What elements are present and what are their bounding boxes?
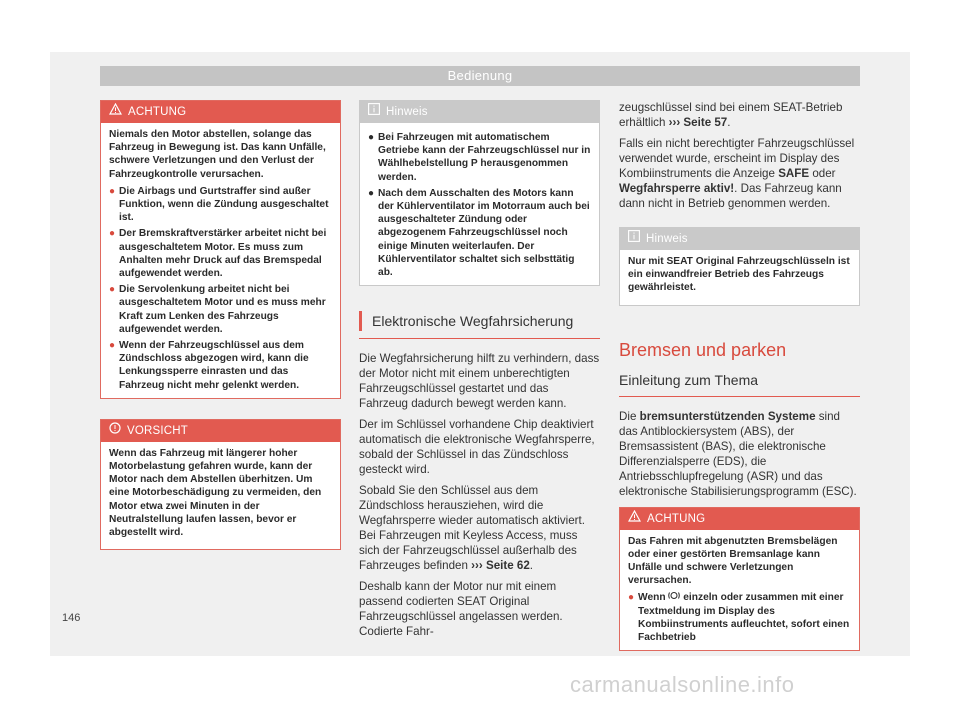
note-body <box>620 250 859 305</box>
warning-triangle-icon <box>109 101 122 123</box>
warning-bullet: ● Wenn einzeln oder zusammen mit einer Textmeldung im Display des Kombiinstruments aufleuchtet, sofort einen Fachbetrieb <box>628 592 850 644</box>
caution-box <box>100 419 341 550</box>
section-divider <box>359 338 600 339</box>
paragraph: Falls ein nicht berechtigter Fahrzeugschlüssel verwendet wurde, erscheint im Display des Kombiinstruments die Anzeige SAFE oder Wegfahrsperre aktiv!. Das Fahrzeug kann dann nicht in Betrieb genommen werden. <box>619 137 855 210</box>
warning-bullet: ● Die Servolenkung arbeitet nicht bei ausgeschaltetem Motor und es muss mehr Kraft zum Lenken des Fahrzeugs aufgewendet werden. <box>109 284 326 335</box>
paragraph: Die Wegfahrsicherung hilft zu verhindern, dass der Motor nicht mit einem unberechtigten Fahrzeugschlüssel gestartet und das Fahrzeug dadurch bewegt werden kann. <box>359 352 600 411</box>
chapter-title: Bremsen und parken <box>619 339 787 360</box>
warning-intro: Das Fahren mit abgenutzten Bremsbelägen oder einer gestörten Bremsanlage kann Unfälle und schwere Verletzungen verursachen. <box>628 535 838 587</box>
paragraph: Deshalb kann der Motor nur mit einem passend codierten SEAT Original Fahrzeugschlüssel angelassen werden. Codierte Fahr- <box>359 580 563 639</box>
column-right <box>619 100 860 651</box>
info-icon <box>368 101 380 123</box>
page-reference-link[interactable]: ››› Seite 62 <box>471 559 530 573</box>
page-reference-link[interactable]: ››› Seite 57 <box>668 116 728 129</box>
caution-label: VORSICHT <box>127 424 189 437</box>
subsection-heading <box>619 372 860 388</box>
column-middle <box>359 100 600 645</box>
note-bullet: ● Bei Fahrzeugen mit automatischem Getriebe kann der Fahrzeugschlüssel nur in Wählhebelstellung P herausgenommen werden. <box>368 132 591 183</box>
section-heading <box>359 311 600 331</box>
warning-body <box>620 530 859 651</box>
section-body <box>359 351 600 639</box>
warning-bullet: ● Die Airbags und Gurtstraffer sind außer Funktion, wenn die Zündung ausgeschaltet ist. <box>109 185 329 224</box>
warning-box <box>100 100 341 399</box>
caution-body <box>101 442 340 549</box>
subsection-divider <box>619 396 860 397</box>
note-header <box>360 101 599 123</box>
warning-triangle-icon <box>628 508 641 530</box>
warning-intro: Niemals den Motor abstellen, solange das Fahrzeug in Bewegung ist. Das kann Unfälle, schwere Verletzungen und den Verlust der Fahrzeugkontrolle verursachen. <box>109 129 326 180</box>
subsection-title: Einleitung zum Thema <box>619 371 759 388</box>
brake-warning-icon <box>668 592 680 603</box>
column-left <box>100 100 341 550</box>
section-accent-bar <box>359 311 362 331</box>
warning-label: ACHTUNG <box>647 512 706 525</box>
caution-text: Wenn das Fahrzeug mit längerer hoher Motorbelastung gefahren wurde, kann der Motor nach dem Abstellen überhitzen. Um eine Motorbeschädigung zu vermeiden, den Motor etwa zwei Minuten in der Neutralstellung laufen lassen, bevor er abgestellt wird. <box>109 447 322 539</box>
note-box <box>359 100 600 286</box>
display-text-immobilizer: Wegfahrsperre aktiv! <box>619 182 735 195</box>
warning-header <box>101 101 340 123</box>
section-title: Elektronische Wegfahrsicherung <box>372 313 574 330</box>
paragraph: zeugschlüssel sind bei einem SEAT-Betrieb erhältlich ››› Seite 57. <box>619 101 843 129</box>
continued-body <box>619 100 860 211</box>
info-icon <box>628 228 640 250</box>
paragraph: Sobald Sie den Schlüssel aus dem Zündschloss herausziehen, wird die Wegfahrsperre wieder automatisch aktiviert. Bei Fahrzeugen mit Keyless Access, muss sich der Fahrzeugschlüssel außerhalb des Fahrzeuges befinden ››› Seite 62. <box>359 484 585 573</box>
paragraph: Die bremsunterstützenden Systeme sind das Antiblockiersystem (ABS), der Bremsassistent (BAS), die elektronische Differenzialsperre (EDS), die Antriebsschlupfregelung (ASR) und das elektronische Stabilisierungsprogramm (ESC). <box>619 409 857 498</box>
warning-box <box>619 507 860 652</box>
paragraph: Der im Schlüssel vorhandene Chip deaktiviert automatisch die elektronische Wegfahrsperre, sobald der Schlüssel in das Zündschloss gesteckt wird. <box>359 418 595 477</box>
caution-header <box>101 420 340 442</box>
warning-label: ACHTUNG <box>128 106 187 118</box>
page-header: Bedienung <box>100 66 860 86</box>
note-label: Hinweis <box>646 233 688 245</box>
note-box <box>619 227 860 306</box>
caution-circle-icon <box>109 420 121 442</box>
note-label: Hinweis <box>386 106 428 118</box>
warning-bullet: ● Der Bremskraftverstärker arbeitet nicht bei ausgeschaltetem Motor. Es muss zum Anhalten mehr Druck auf das Bremspedal aufgewendet werden. <box>109 228 327 280</box>
note-body <box>360 123 599 285</box>
warning-header <box>620 508 859 530</box>
display-text-safe: SAFE <box>778 167 810 180</box>
note-text: Nur mit SEAT Original Fahrzeugschlüsseln ist ein einwandfreier Betrieb des Fahrzeugs gewährleistet. <box>628 256 850 294</box>
watermark: carmanualsonline.info <box>570 672 795 697</box>
note-header <box>620 228 859 250</box>
warning-body <box>101 123 340 398</box>
page-number: 146 <box>62 612 81 624</box>
intro-body <box>619 409 860 499</box>
note-bullet: ● Nach dem Ausschalten des Motors kann der Kühlerventilator im Motorraum auch bei ausgeschalteter Zündung oder abgezogenem Fahrzeugschlüssel noch einige Minuten weiterlaufen. Der Kühlerventilator schaltet sich selbsttätig ab. <box>368 187 590 279</box>
warning-bullet: ● Wenn der Fahrzeugschlüssel aus dem Zündschloss abgezogen wird, kann die Lenkungssperre einrasten und das Fahrzeug nicht mehr gelenkt werden. <box>109 340 309 391</box>
